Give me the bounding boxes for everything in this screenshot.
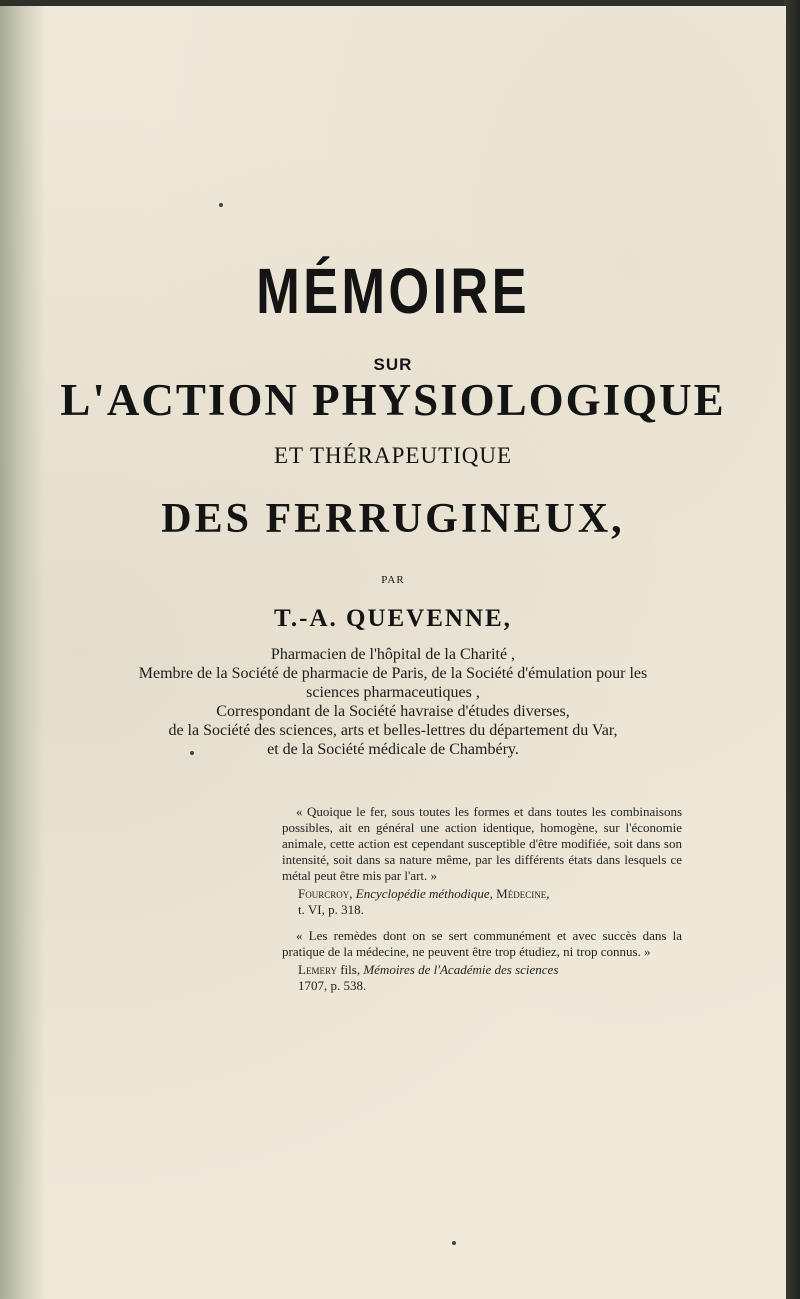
citation-author: Fourcroy, — [298, 886, 353, 901]
author-name: T.-A. QUEVENNE, — [274, 605, 512, 632]
byline-par: PAR — [381, 574, 405, 586]
credential-line: sciences pharmaceutiques , — [306, 684, 480, 701]
credential-line: Membre de la Société de pharmacie de Paris, de la Société d'émulation pour les — [138, 665, 648, 682]
title-therapeutique: ET THÉRAPEUTIQUE — [273, 443, 513, 468]
citation-author-suffix: fils, — [340, 962, 361, 977]
title-sur: SUR — [373, 355, 413, 374]
epigraphs — [282, 804, 682, 1004]
epigraph-citation — [282, 962, 682, 994]
credential-line: de la Société des sciences, arts et belles-lettres du département du Var, — [168, 722, 618, 739]
citation-section: Médecine, — [496, 886, 550, 901]
epigraph-citation — [282, 886, 682, 918]
author-credentials — [0, 645, 786, 759]
citation-location: t. VI, p. 318. — [298, 902, 364, 917]
credential-line: et de la Société médicale de Chambéry. — [267, 741, 519, 758]
ink-speck — [219, 203, 223, 207]
citation-author: Lemery — [298, 962, 337, 977]
citation-location: 1707, p. 538. — [298, 978, 367, 993]
credential-line: Correspondant de la Société havraise d'études diverses, — [216, 703, 570, 720]
title-ferrugineux: DES FERRUGINEUX, — [161, 496, 625, 542]
ink-speck — [190, 751, 194, 755]
title-action-physiologique: L'ACTION PHYSIOLOGIQUE — [60, 375, 726, 425]
citation-work: Mémoires de l'Académie des sciences — [363, 962, 559, 977]
ink-speck — [452, 1241, 456, 1245]
credential-line: Pharmacien de l'hôpital de la Charité , — [270, 646, 516, 663]
scan-background-edge — [784, 0, 800, 1299]
epigraph-quote: « Les remèdes dont on se sert communément et avec succès dans la pratique de la médecine, ne peuvent être trop étudiez, ni trop connus. » — [282, 928, 682, 959]
title-memoire: MÉMOIRE — [256, 255, 530, 327]
citation-work: Encyclopédie méthodique, — [355, 886, 493, 901]
epigraph-quote: « Quoique le fer, sous toutes les formes et dans toutes les combinaisons possibles, ait en général une action identique, homogène, sur l'économie animale, cette action est cependant susceptible d'être modifiée, soit dans son intensité, soit dans sa nature même, par les différents états dans lesquels ce métal peut être mis par l'art. » — [282, 804, 682, 883]
document-page — [0, 6, 786, 1299]
